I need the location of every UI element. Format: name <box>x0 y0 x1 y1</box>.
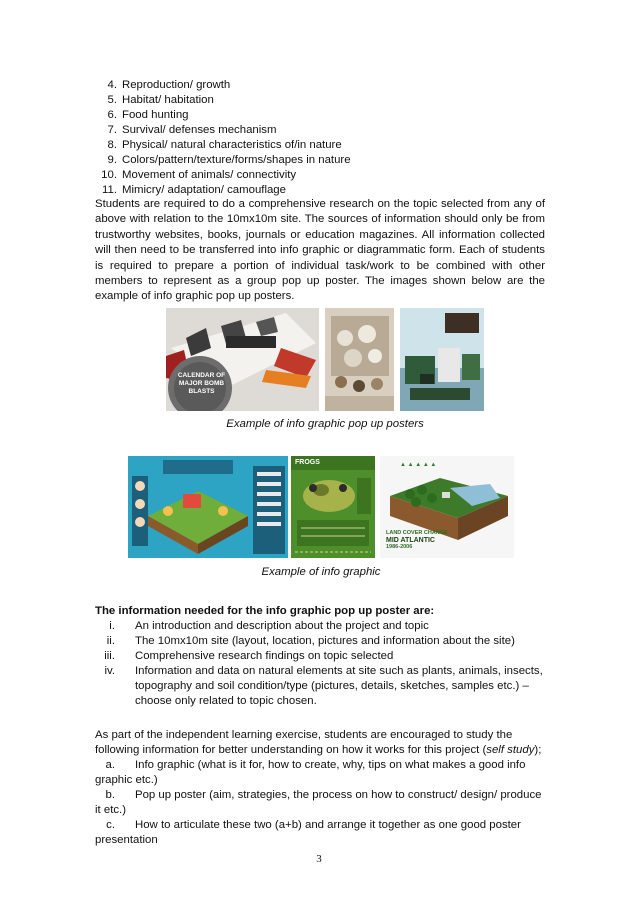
list-number: b. <box>105 789 115 801</box>
list-item <box>95 78 515 93</box>
list-number: 9. <box>107 154 117 166</box>
list-text: How to articulate these two (a+b) and arrange it together as one good poster presentation <box>95 819 521 846</box>
list-number: iii. <box>104 650 115 662</box>
list-text: Information and data on natural elements at site such as plants, animals, insects, topography and soil condition/type (pictures, details, sketches, samples etc.) – choose only related to topic chosen. <box>135 665 543 707</box>
infographic-land-cover <box>380 456 514 558</box>
intro-paragraph: Students are required to do a comprehensive research on the topic selected from any of above with relation to the 10mx10m site. The sources of information should only be from trustworthy websites, books, journals or education magazines. All information collected will then need to be transferred into info graphic or diagrammatic form. Each of students is required to prepare a portion of individual task/work to be combined with other members to represent as a group pop up poster. The images shown below are the example of info graphic pop up posters. <box>95 198 545 303</box>
list-item <box>95 108 515 123</box>
info-list <box>95 619 550 709</box>
list-text: Pop up poster (aim, strategies, the process on how to construct/ design/ produce it etc.) <box>95 789 542 816</box>
poster-photo-calendar <box>166 308 319 411</box>
list-text: Mimicry/ adaptation/ camouflage <box>122 184 286 196</box>
list-text: Comprehensive research findings on topic selected <box>135 650 394 662</box>
forest-poster-illustration <box>400 308 484 411</box>
info-heading: The information needed for the info graphic pop up poster are: <box>95 605 435 617</box>
list-text: Physical/ natural characteristics of/in nature <box>122 139 342 151</box>
list-item <box>95 649 550 664</box>
list-number: iv. <box>104 665 115 677</box>
poster-photo-forest <box>400 308 484 411</box>
list-text: Food hunting <box>122 109 189 121</box>
land-cover-title: LAND COVER CHANGE MID ATLANTIC 1986-2006 <box>386 530 448 550</box>
list-number: i. <box>109 620 115 632</box>
list-item <box>95 818 550 848</box>
list-text: Reproduction/ growth <box>122 79 231 91</box>
study-list <box>95 758 550 848</box>
list-text: An introduction and description about the project and topic <box>135 620 429 632</box>
list-number: 6. <box>107 109 117 121</box>
list-item <box>95 153 515 168</box>
list-text: Info graphic (what is it for, how to create, why, tips on what makes a good info graphic etc.) <box>95 759 526 786</box>
list-number: a. <box>105 759 115 771</box>
list-item <box>95 183 515 198</box>
figure2-caption: Example of info graphic <box>261 566 381 578</box>
list-item <box>95 634 550 649</box>
list-item <box>95 168 515 183</box>
list-number: 5. <box>107 94 117 106</box>
page-number: 3 <box>316 853 322 865</box>
study-paragraph: As part of the independent learning exercise, students are encouraged to study the following information for better understanding on how it works for this project (self study); <box>95 729 542 756</box>
figure1-caption: Example of info graphic pop up posters <box>226 418 424 430</box>
list-item <box>95 123 515 138</box>
list-text: Movement of animals/ connectivity <box>122 169 297 181</box>
isometric-infographic-illustration <box>128 456 288 558</box>
topic-list <box>95 78 515 198</box>
list-text: Survival/ defenses mechanism <box>122 124 277 136</box>
list-item <box>95 138 515 153</box>
list-number: 8. <box>107 139 117 151</box>
list-text: Habitat/ habitation <box>122 94 214 106</box>
list-item <box>95 664 550 709</box>
spheres-poster-illustration <box>325 308 394 411</box>
list-item <box>95 758 550 788</box>
frog-title: FROGS <box>295 459 320 466</box>
poster-label: CALENDAR OF MAJOR BOMB BLASTS <box>177 372 226 395</box>
list-number: 4. <box>107 79 117 91</box>
list-item <box>95 93 515 108</box>
svg-text:▲ ▲ ▲ ▲ ▲: ▲ ▲ ▲ ▲ ▲ <box>400 462 437 468</box>
infographic-isometric <box>128 456 288 558</box>
list-number: 11. <box>102 184 117 196</box>
list-item <box>95 788 550 818</box>
infographic-frogs <box>291 456 375 558</box>
list-number: c. <box>106 819 115 831</box>
list-number: 7. <box>107 124 117 136</box>
list-number: 10. <box>101 169 117 181</box>
list-text: The 10mx10m site (layout, location, pictures and information about the site) <box>135 635 515 647</box>
list-text: Colors/pattern/texture/forms/shapes in nature <box>122 154 351 166</box>
list-number: ii. <box>106 635 115 647</box>
poster-photo-spheres <box>325 308 394 411</box>
list-item <box>95 619 550 634</box>
frog-infographic-illustration <box>291 456 375 558</box>
